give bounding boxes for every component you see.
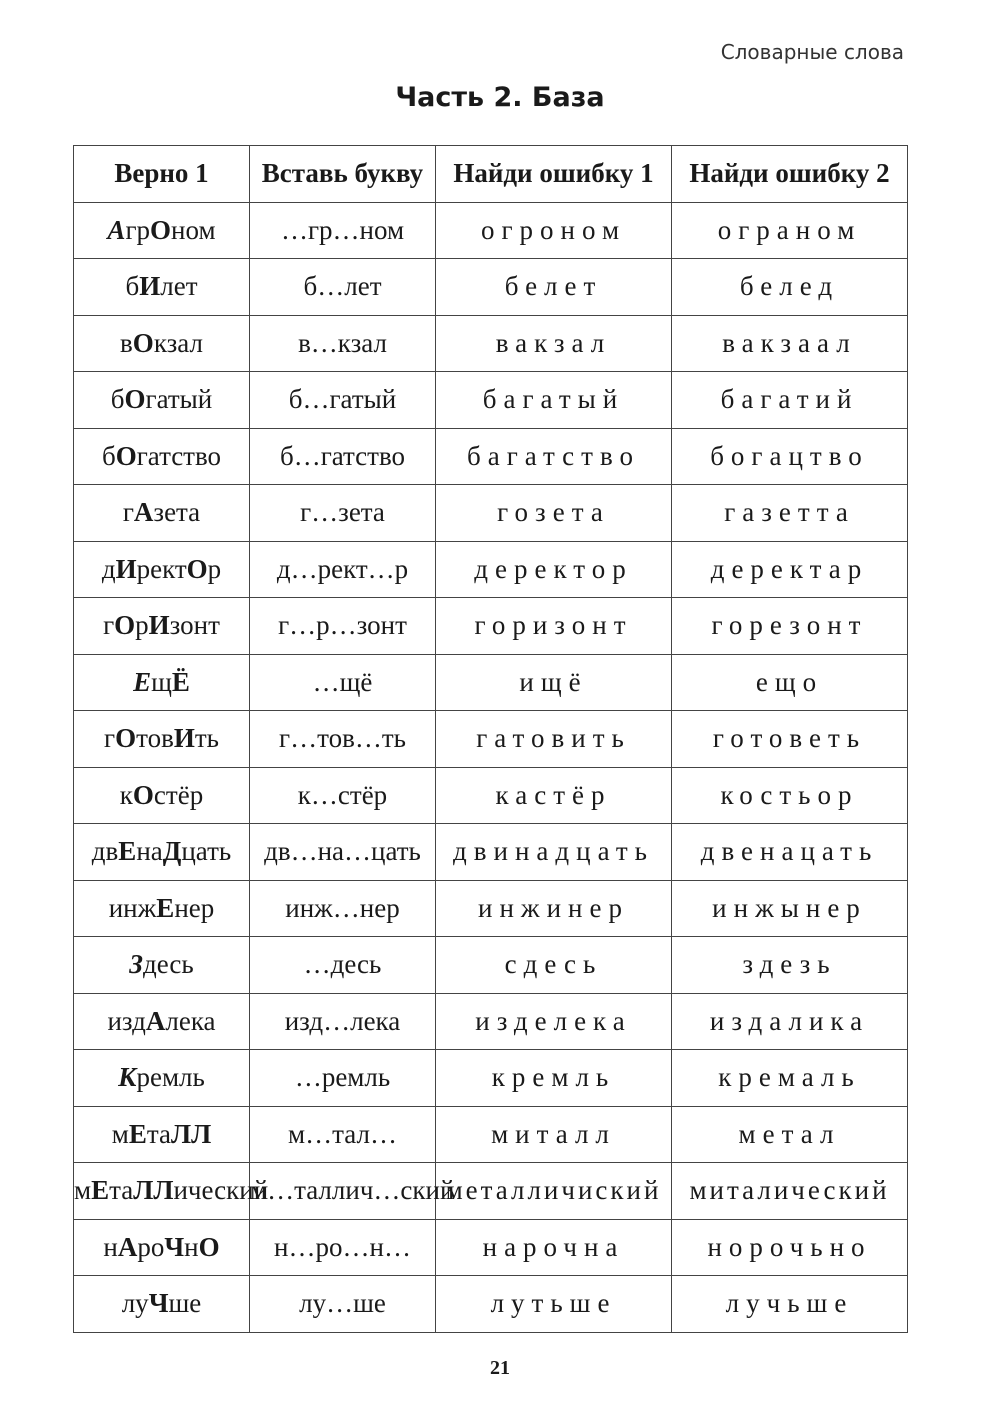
table-row	[74, 1219, 908, 1276]
word-segment: та	[146, 1118, 171, 1149]
column-header-find-error-2: Найди ошибку 2	[672, 146, 908, 203]
word-segment: рект	[136, 553, 187, 584]
table-row	[74, 1050, 908, 1107]
word-segment: ро	[137, 1231, 165, 1262]
error-word-2-cell: багатий	[672, 372, 908, 429]
error-word-2-cell: ограном	[672, 202, 908, 259]
highlighted-letter: К	[118, 1062, 137, 1093]
word-segment: гр	[125, 214, 151, 245]
error-word-1-cell: белет	[436, 259, 672, 316]
word-segment: к	[119, 779, 133, 810]
error-word-2-cell: издалика	[672, 993, 908, 1050]
insert-letter-cell: г…р…зонт	[250, 598, 436, 655]
error-word-1-cell: нарочна	[436, 1219, 672, 1276]
error-word-1-cell: изделека	[436, 993, 672, 1050]
table-row	[74, 202, 908, 259]
highlighted-letter: Е	[128, 1118, 147, 1149]
insert-letter-cell: дв…на…цать	[250, 824, 436, 881]
highlighted-letter: Ч	[164, 1231, 185, 1262]
word-segment: ический	[173, 1175, 269, 1206]
error-word-2-cell: готоветь	[672, 711, 908, 768]
highlighted-letter: Е	[133, 666, 152, 697]
word-segment: б	[110, 384, 125, 415]
insert-letter-cell: н…ро…н…	[250, 1219, 436, 1276]
highlighted-letter: Ч	[148, 1288, 169, 1319]
correct-word-cell	[74, 315, 250, 372]
table-row	[74, 880, 908, 937]
word-segment: щ	[151, 666, 172, 697]
table-row	[74, 485, 908, 542]
error-word-2-cell: белед	[672, 259, 908, 316]
error-word-1-cell: вакзал	[436, 315, 672, 372]
table-row	[74, 372, 908, 429]
word-segment: м	[74, 1175, 92, 1206]
highlighted-letter: А	[133, 497, 154, 528]
table-row	[74, 824, 908, 881]
correct-word-cell	[74, 1276, 250, 1333]
word-segment: д	[101, 553, 116, 584]
insert-letter-cell: к…стёр	[250, 767, 436, 824]
correct-word-cell	[74, 1163, 269, 1220]
word-segment: гатство	[136, 440, 222, 471]
error-word-2-cell: вакзаал	[672, 315, 908, 372]
highlighted-letter: И	[139, 271, 161, 302]
word-segment: тов	[136, 723, 174, 754]
word-segment: цать	[181, 836, 232, 867]
word-segment: десь	[143, 949, 194, 980]
table-body	[74, 202, 908, 1332]
column-header-find-error-1: Найди ошибку 1	[436, 146, 672, 203]
table-row	[74, 598, 908, 655]
table-row	[74, 1163, 908, 1220]
correct-word-cell	[74, 711, 250, 768]
highlighted-letter: Е	[156, 892, 175, 923]
correct-word-cell	[74, 824, 250, 881]
table-row	[74, 259, 908, 316]
highlighted-letter: Е	[118, 836, 137, 867]
insert-letter-cell: г…тов…ть	[250, 711, 436, 768]
insert-letter-cell: изд…лека	[250, 993, 436, 1050]
correct-word-cell	[74, 541, 250, 598]
highlighted-letter: О	[132, 327, 154, 358]
word-segment: зонт	[169, 610, 220, 641]
word-segment: изд	[107, 1005, 146, 1036]
correct-word-cell	[74, 598, 250, 655]
correct-word-cell	[74, 1050, 250, 1107]
table-row	[74, 767, 908, 824]
highlighted-letter: О	[115, 723, 137, 754]
insert-letter-cell: …гр…ном	[250, 202, 436, 259]
error-word-1-cell: ищё	[436, 654, 672, 711]
correct-word-cell	[74, 1106, 250, 1163]
error-word-2-cell: ещо	[672, 654, 908, 711]
word-segment: лека	[165, 1005, 216, 1036]
correct-word-cell	[74, 993, 250, 1050]
table-row	[74, 993, 908, 1050]
word-segment: н	[184, 1231, 199, 1262]
running-head: Словарные слова	[720, 40, 904, 64]
word-segment: ше	[168, 1288, 202, 1319]
word-segment: инж	[108, 892, 157, 923]
insert-letter-cell: …десь	[250, 937, 436, 994]
vocabulary-table	[73, 145, 908, 1333]
table-header-row	[74, 146, 908, 203]
table-row	[74, 1276, 908, 1333]
table-row	[74, 654, 908, 711]
insert-letter-cell: инж…нер	[250, 880, 436, 937]
highlighted-letter: А	[145, 1005, 166, 1036]
error-word-1-cell: двинадцать	[436, 824, 672, 881]
correct-word-cell	[74, 767, 250, 824]
highlighted-letter: О	[198, 1231, 220, 1262]
highlighted-letter: Ё	[171, 666, 190, 697]
insert-letter-cell: б…гатый	[250, 372, 436, 429]
table-row	[74, 937, 908, 994]
highlighted-letter: О	[150, 214, 172, 245]
word-segment: ть	[194, 723, 219, 754]
error-word-2-cell: двенацать	[672, 824, 908, 881]
word-segment: нер	[174, 892, 215, 923]
highlighted-letter: А	[117, 1231, 138, 1262]
word-segment: м	[111, 1118, 129, 1149]
correct-word-cell	[74, 202, 250, 259]
word-segment: та	[109, 1175, 134, 1206]
highlighted-letter: О	[114, 610, 136, 641]
insert-letter-cell: д…рект…р	[250, 541, 436, 598]
word-segment: лу	[121, 1288, 149, 1319]
error-word-2-cell: деректар	[672, 541, 908, 598]
error-word-1-cell: багатство	[436, 428, 672, 485]
word-segment: г	[103, 610, 115, 641]
word-segment: в	[120, 327, 133, 358]
error-word-1-cell: кремль	[436, 1050, 672, 1107]
page-title: Часть 2. База	[395, 82, 605, 113]
error-word-1-cell: миталл	[436, 1106, 672, 1163]
highlighted-letter: ЛЛ	[170, 1118, 212, 1149]
word-segment: н	[103, 1231, 118, 1262]
highlighted-letter: О	[124, 384, 146, 415]
insert-letter-cell: г…зета	[250, 485, 436, 542]
error-word-2-cell: богацтво	[672, 428, 908, 485]
error-word-1-cell: огроном	[436, 202, 672, 259]
highlighted-letter: И	[173, 723, 195, 754]
error-word-1-cell: багатый	[436, 372, 672, 429]
highlighted-letter: О	[115, 440, 137, 471]
error-word-2-cell: лучьше	[672, 1276, 908, 1333]
insert-letter-cell: м…таллич…ский	[250, 1163, 436, 1220]
word-segment: р	[207, 553, 222, 584]
error-word-1-cell: сдесь	[436, 937, 672, 994]
table-row	[74, 711, 908, 768]
word-segment: дв	[91, 836, 119, 867]
highlighted-letter: Д	[162, 836, 182, 867]
highlighted-letter: З	[129, 949, 144, 980]
table-row	[74, 428, 908, 485]
insert-letter-cell: б…лет	[250, 259, 436, 316]
insert-letter-cell: лу…ше	[250, 1276, 436, 1333]
insert-letter-cell: …щё	[250, 654, 436, 711]
highlighted-letter: О	[186, 553, 208, 584]
error-word-1-cell: горизонт	[436, 598, 672, 655]
word-segment: ремль	[136, 1062, 205, 1093]
error-word-1-cell: металличиский	[436, 1163, 672, 1220]
correct-word-cell	[74, 880, 250, 937]
correct-word-cell	[74, 937, 250, 994]
error-word-2-cell: миталический	[672, 1163, 908, 1220]
error-word-1-cell: гатовить	[436, 711, 672, 768]
error-word-1-cell: лутьше	[436, 1276, 672, 1333]
error-word-1-cell: инжинер	[436, 880, 672, 937]
highlighted-letter: И	[148, 610, 170, 641]
correct-word-cell	[74, 485, 250, 542]
page-number: 21	[490, 1357, 510, 1379]
correct-word-cell	[74, 428, 250, 485]
word-segment: ном	[171, 214, 216, 245]
error-word-2-cell: горезонт	[672, 598, 908, 655]
error-word-2-cell: костьор	[672, 767, 908, 824]
table-row	[74, 315, 908, 372]
highlighted-letter: И	[115, 553, 137, 584]
error-word-1-cell: деректор	[436, 541, 672, 598]
correct-word-cell	[74, 259, 250, 316]
error-word-2-cell: инжынер	[672, 880, 908, 937]
column-header-correct: Верно 1	[74, 146, 250, 203]
error-word-2-cell: газетта	[672, 485, 908, 542]
error-word-2-cell: норочьно	[672, 1219, 908, 1276]
highlighted-letter: ЛЛ	[133, 1175, 174, 1206]
error-word-2-cell: кремаль	[672, 1050, 908, 1107]
error-word-1-cell: кастёр	[436, 767, 672, 824]
table-row	[74, 541, 908, 598]
word-segment: стёр	[153, 779, 204, 810]
highlighted-letter: А	[107, 214, 126, 245]
correct-word-cell	[74, 372, 250, 429]
insert-letter-cell: м…тал…	[250, 1106, 436, 1163]
error-word-1-cell: гозета	[436, 485, 672, 542]
word-segment: г	[122, 497, 134, 528]
column-header-insert-letter: Вставь букву	[250, 146, 436, 203]
word-segment: зета	[153, 497, 201, 528]
word-segment: на	[136, 836, 163, 867]
word-segment: б	[125, 271, 140, 302]
highlighted-letter: Е	[91, 1175, 110, 1206]
insert-letter-cell: в…кзал	[250, 315, 436, 372]
error-word-2-cell: метал	[672, 1106, 908, 1163]
word-segment: гатый	[145, 384, 213, 415]
word-segment: г	[104, 723, 116, 754]
insert-letter-cell: б…гатство	[250, 428, 436, 485]
table-row	[74, 1106, 908, 1163]
correct-word-cell	[74, 654, 250, 711]
insert-letter-cell: …ремль	[250, 1050, 436, 1107]
word-segment: б	[101, 440, 116, 471]
highlighted-letter: О	[132, 779, 154, 810]
word-segment: лет	[160, 271, 198, 302]
error-word-2-cell: здезь	[672, 937, 908, 994]
word-segment: кзал	[153, 327, 203, 358]
word-segment: р	[135, 610, 149, 641]
correct-word-cell	[74, 1219, 250, 1276]
